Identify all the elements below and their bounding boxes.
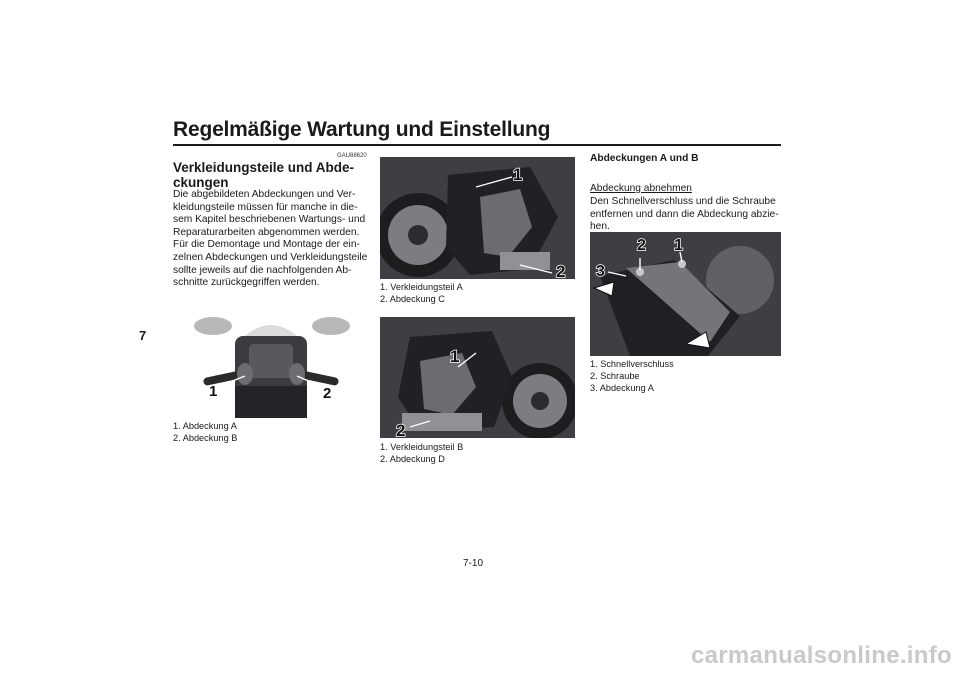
title-rule [173, 144, 781, 146]
caption-item: 1. Verkleidungsteil A [380, 282, 463, 292]
caption-item: 2. Schraube [590, 371, 640, 382]
section-body: Die abgebildeten Abdeckungen und Ver-kleidungsteile müssen für manche in die-sem Kapitel beschriebenen Wartungs- und Reparaturarbeiten abgenommen werden. Für die Demontage und Montage der ein-zelnen Abdeckungen und Verkleidungsteile sollte jeweils auf die nachfolgenden Ab-schnitte zurückgegriffen werden. [173, 189, 368, 289]
callout-2: 2 [396, 421, 406, 438]
page-number: 7-10 [463, 558, 484, 569]
callout-1: 1 [513, 165, 523, 184]
callout-2: 2 [323, 385, 332, 402]
handlebar-captions [173, 420, 237, 444]
handlebar-illustration [173, 306, 368, 418]
callout-1: 1 [674, 237, 683, 254]
section-heading: Abdeckungen A und B [590, 153, 699, 164]
cover-a-photo [590, 232, 781, 356]
section-code: GAU88620 [337, 153, 367, 159]
callout-2: 2 [637, 237, 646, 254]
caption-item: 1. Abdeckung A [173, 421, 237, 431]
right-side-captions [380, 281, 463, 305]
page-title: Regelmäßige Wartung und Einstellung [173, 118, 551, 141]
procedure-body: Den Schnellverschluss und die Schraube entfernen und dann die Abdeckung abzie-hen. [590, 196, 779, 233]
watermark-domain: carmanualsonline.info [690, 642, 952, 669]
left-side-photo [380, 317, 575, 438]
callout-1: 1 [450, 347, 460, 366]
caption-item: 3. Abdeckung A [590, 383, 654, 394]
right-side-photo [380, 157, 575, 279]
caption-item: 1. Verkleidungsteil B [380, 442, 464, 452]
chapter-tab: 7 [139, 328, 147, 343]
callout-2: 2 [556, 262, 566, 279]
procedure-heading: Abdeckung abnehmen [590, 183, 692, 194]
section-title: Verkleidungsteile und Abde-ckungen [173, 160, 355, 190]
callout-1: 1 [209, 383, 218, 400]
callout-3: 3 [596, 263, 605, 280]
left-side-captions [380, 441, 463, 465]
caption-item: 2. Abdeckung D [380, 454, 445, 465]
cover-a-captions [590, 358, 674, 395]
caption-item: 1. Schnellverschluss [590, 359, 674, 369]
caption-item: 2. Abdeckung C [380, 294, 445, 305]
caption-item: 2. Abdeckung B [173, 433, 238, 444]
